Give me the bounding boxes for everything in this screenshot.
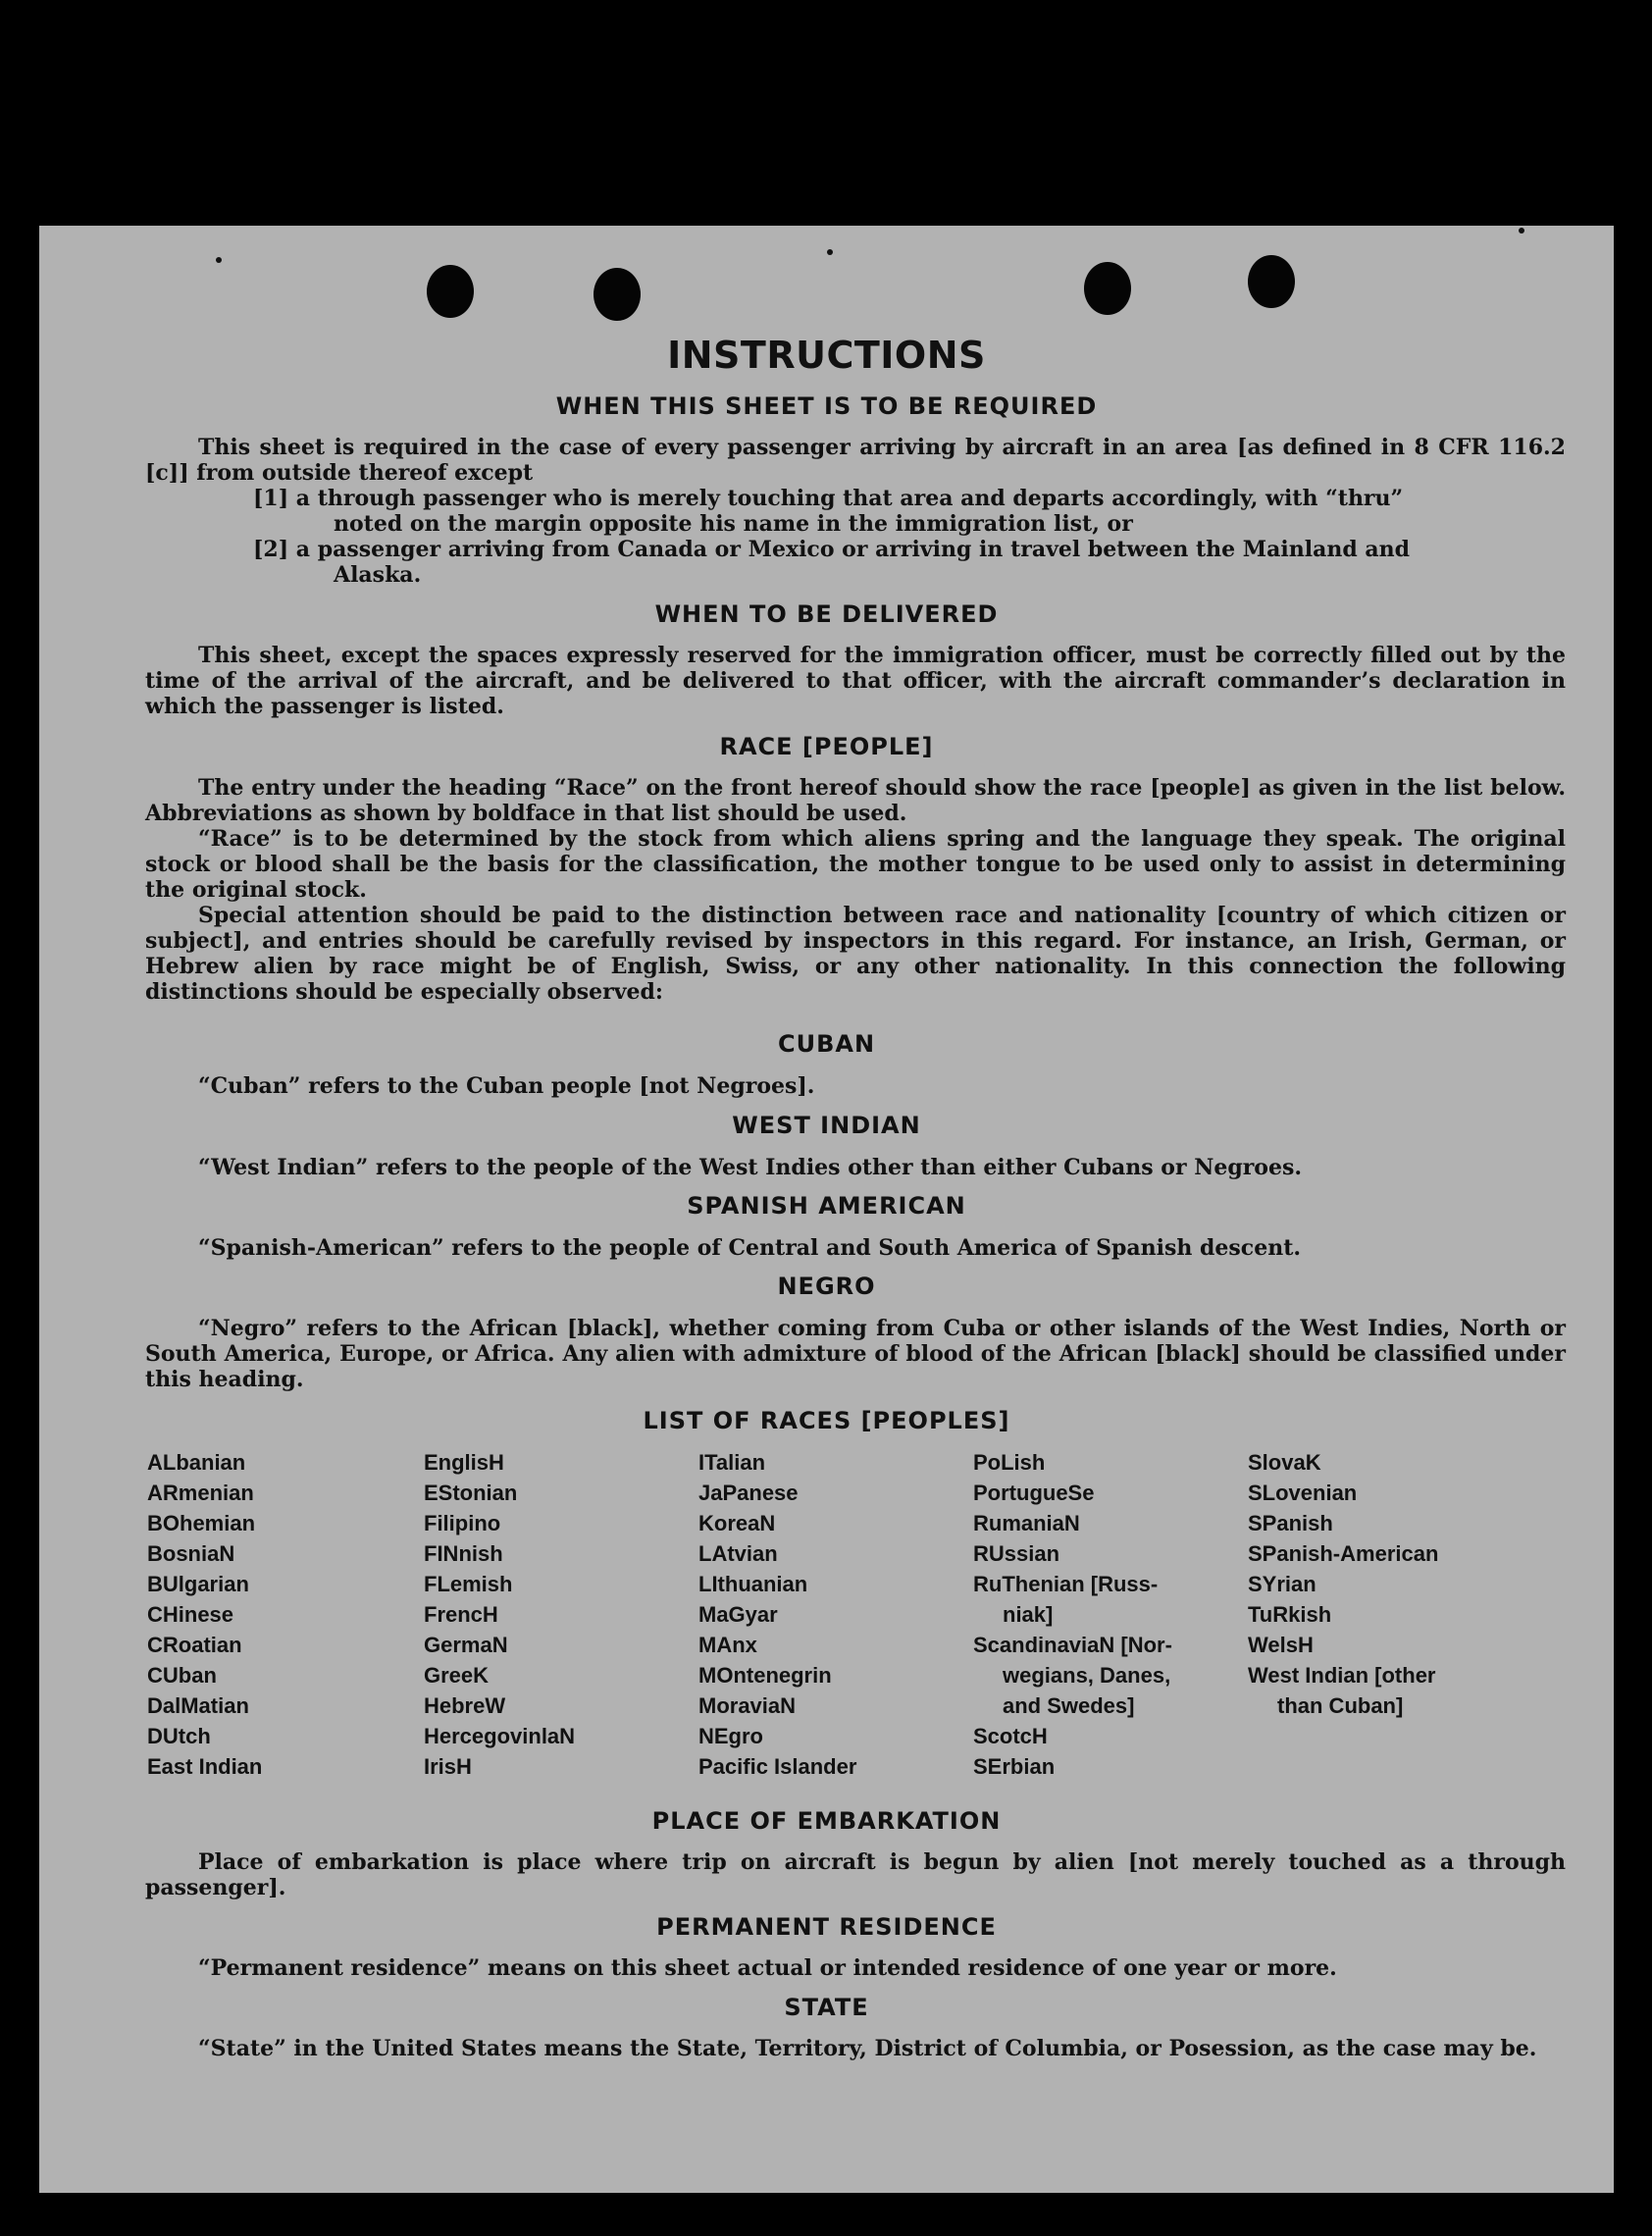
race-entry: HebreW — [424, 1693, 506, 1718]
residence-text: “Permanent residence” means on this sheet actual or intended residence of one year or more. — [198, 1955, 1337, 1981]
race-entry: RUssian — [973, 1541, 1060, 1566]
speck — [827, 249, 833, 255]
delivered-text: This sheet, except the spaces expressly reserved for the immigration officer, must be correctly filled out by the time of the arrival of the aircraft, and be delivered to that officer, with the aircraft commander’s declaration in which the passenger is listed. — [145, 643, 1566, 719]
required-item-2-line-a: [2] a passenger arriving from Canada or Mexico or arriving in travel between the Mainland and — [253, 537, 1411, 562]
race-entry: FINnish — [424, 1541, 503, 1566]
race-entry: FLemish — [424, 1572, 513, 1596]
race-entry: TuRkish — [1248, 1602, 1332, 1627]
race-entry: KoreaN — [698, 1511, 776, 1535]
race-entry: CRoatian — [147, 1633, 242, 1657]
page-title: INSTRUCTIONS — [667, 334, 986, 377]
race-entry: MOntenegrin — [698, 1663, 832, 1688]
race-entry: NEgro — [698, 1724, 763, 1748]
race-entry: and Swedes] — [1003, 1693, 1135, 1718]
race-entry: BOhemian — [147, 1511, 256, 1535]
heading-negro: NEGRO — [777, 1273, 876, 1300]
required-item-1-line-a: [1] a through passenger who is merely touching that area and departs accordingly, with “thru” — [253, 486, 1404, 511]
races-column-2 — [424, 1447, 689, 1782]
race-entry: wegians, Danes, — [1003, 1663, 1171, 1688]
race-entry: RuThenian [Russ- — [973, 1572, 1159, 1596]
required-item-2-line-b: Alaska. — [334, 562, 422, 588]
spanish-american-text: “Spanish-American” refers to the people of Central and South America of Spanish descent. — [198, 1235, 1302, 1261]
race-entry: PoLish — [973, 1450, 1046, 1475]
races-column-3 — [698, 1447, 963, 1782]
race-entry: ARmenian — [147, 1481, 254, 1505]
race-entry: GreeK — [424, 1663, 490, 1688]
punch-hole — [1084, 262, 1131, 315]
race-entry: PortugueSe — [973, 1481, 1095, 1505]
race-entry: CHinese — [147, 1602, 234, 1627]
heading-required: WHEN THIS SHEET IS TO BE REQUIRED — [555, 392, 1098, 420]
race-entry: DalMatian — [147, 1693, 249, 1718]
race-entry: LIthuanian — [698, 1572, 808, 1596]
race-entry: SPanish — [1248, 1511, 1333, 1535]
west-indian-text: “West Indian” refers to the people of the West Indies other than either Cubans or Negroes. — [198, 1155, 1303, 1180]
negro-text: “Negro” refers to the African [black], whether coming from Cuba or other islands of the West Indies, North or South America, Europe, or Africa. Any alien with admixture of blood of the African [black] should be classified under this heading. — [145, 1316, 1566, 1392]
races-column-4 — [973, 1447, 1238, 1782]
race-entry: ALbanian — [147, 1450, 246, 1475]
heading-delivered: WHEN TO BE DELIVERED — [654, 600, 999, 628]
state-text: “State” in the United States means the State, Territory, District of Columbia, or Posession, as the case may be. — [198, 2036, 1537, 2061]
race-paragraph-1: The entry under the heading “Race” on the front hereof should show the race [people] as given in the list below. Abbreviations as shown by boldface in that list should be used. — [145, 775, 1566, 826]
embarkation-text: Place of embarkation is place where trip on aircraft is begun by alien [not merely touched as a through passenger]. — [145, 1849, 1566, 1900]
heading-embarkation: PLACE OF EMBARKATION — [651, 1807, 1002, 1835]
race-entry: EnglisH — [424, 1450, 504, 1475]
race-entry: JaPanese — [698, 1481, 799, 1505]
races-column-5 — [1248, 1447, 1513, 1721]
race-entry: Pacific Islander — [698, 1754, 857, 1779]
race-entry: Filipino — [424, 1511, 501, 1535]
required-intro: This sheet is required in the case of every passenger arriving by aircraft in an area [as defined in 8 CFR 116.2 [c]] from outside thereof except — [145, 435, 1566, 486]
race-entry: EStonian — [424, 1481, 518, 1505]
punch-hole — [1248, 255, 1295, 308]
document-page — [39, 226, 1614, 2193]
punch-hole — [594, 268, 641, 321]
race-entry: West Indian [other — [1248, 1663, 1436, 1688]
race-entry: ScandinaviaN [Nor- — [973, 1633, 1172, 1657]
heading-cuban: CUBAN — [777, 1030, 876, 1058]
heading-races-list: LIST OF RACES [PEOPLES] — [643, 1407, 1010, 1434]
race-entry: MoraviaN — [698, 1693, 797, 1718]
required-item-1 — [253, 486, 1566, 537]
race-entry: East Indian — [147, 1754, 263, 1779]
required-item-2 — [253, 537, 1566, 588]
race-entry: GermaN — [424, 1633, 508, 1657]
race-entry: DUtch — [147, 1724, 211, 1748]
race-entry: LAtvian — [698, 1541, 778, 1566]
race-entry: IrisH — [424, 1754, 472, 1779]
race-entry: SlovaK — [1248, 1450, 1321, 1475]
speck — [216, 257, 222, 263]
race-entry: HercegovinlaN — [424, 1724, 576, 1748]
race-entry: BosniaN — [147, 1541, 235, 1566]
race-entry: niak] — [1003, 1602, 1054, 1627]
heading-west-indian: WEST INDIAN — [732, 1112, 921, 1139]
race-entry: SYrian — [1248, 1572, 1316, 1596]
race-paragraph-3: Special attention should be paid to the distinction between race and nationality [country of which citizen or subject], and entries should be carefully revised by inspectors in this regard. For instance, an Irish, German, or Hebrew alien by race might be of English, Swiss, or any other nationality. In this connection the following distinctions should be especially observed: — [145, 903, 1566, 1005]
race-entry: CUban — [147, 1663, 217, 1688]
race-entry: SLovenian — [1248, 1481, 1358, 1505]
cuban-text: “Cuban” refers to the Cuban people [not Negroes]. — [198, 1073, 815, 1099]
race-entry: MaGyar — [698, 1602, 778, 1627]
punch-hole — [427, 265, 474, 318]
race-entry: RumaniaN — [973, 1511, 1080, 1535]
race-entry: BUlgarian — [147, 1572, 249, 1596]
race-entry: MAnx — [698, 1633, 757, 1657]
races-column-1 — [147, 1447, 412, 1782]
race-entry: WelsH — [1248, 1633, 1314, 1657]
heading-residence: PERMANENT RESIDENCE — [656, 1913, 997, 1941]
race-entry: FrencH — [424, 1602, 498, 1627]
speck — [1519, 228, 1524, 234]
race-entry: SPanish-American — [1248, 1541, 1439, 1566]
heading-spanish-american: SPANISH AMERICAN — [687, 1192, 966, 1220]
race-paragraph-2: “Race” is to be determined by the stock from which aliens spring and the language they speak. The original stock or blood shall be the basis for the classification, the mother tongue to be used only to assist in determining the original stock. — [145, 826, 1566, 903]
heading-race: RACE [PEOPLE] — [719, 733, 934, 760]
race-entry: ScotcH — [973, 1724, 1048, 1748]
race-entry: than Cuban] — [1277, 1693, 1404, 1718]
required-item-1-line-b: noted on the margin opposite his name in the immigration list, or — [334, 511, 1133, 537]
heading-state: STATE — [784, 1994, 869, 2021]
race-entry: SErbian — [973, 1754, 1056, 1779]
race-entry: ITalian — [698, 1450, 766, 1475]
